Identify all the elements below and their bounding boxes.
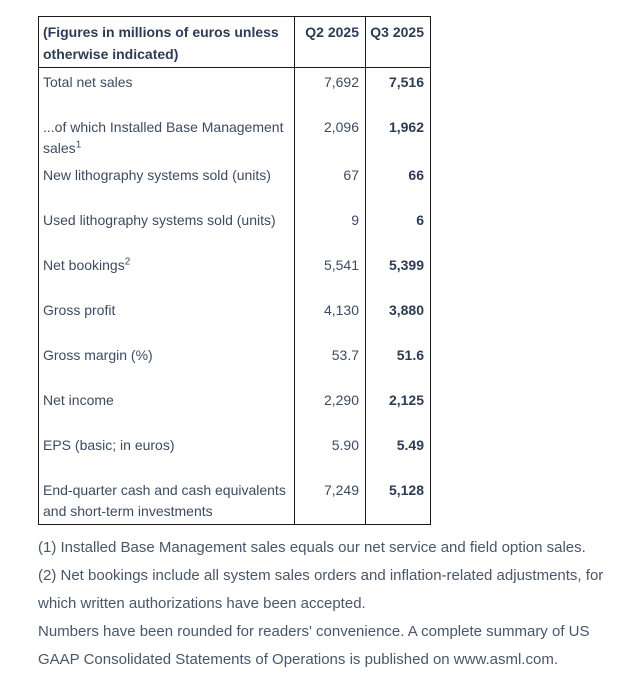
metric-label (39, 206, 295, 251)
footnote-1: (1) Installed Base Management sales equals our net service and field option sales. (38, 538, 586, 556)
metric-label-text: Total net sales (43, 74, 133, 90)
q2-value: 67 (295, 161, 366, 206)
table-row (39, 296, 431, 341)
metric-label (39, 476, 295, 525)
metric-label-text: Net bookings (43, 256, 125, 273)
financial-results-table (38, 16, 431, 525)
q3-value: 66 (366, 161, 431, 206)
table-caption: (Figures in millions of euros unless otherwise indicated) (39, 17, 295, 68)
q3-value: 5,128 (366, 476, 431, 525)
metric-label (39, 386, 295, 431)
table-row (39, 161, 431, 206)
q3-value: 6 (366, 206, 431, 251)
q2-value: 4,130 (295, 296, 366, 341)
table-row (39, 476, 431, 525)
q3-value: 51.6 (366, 341, 431, 386)
table-header-row (39, 17, 431, 68)
footnote-2: (2) Net bookings include all system sales orders and inflation-related adjustments, for which written authorizations have been accepted. (38, 566, 604, 612)
metric-label-text: EPS (basic; in euros) (43, 436, 175, 453)
q3-value: 2,125 (366, 386, 431, 431)
metric-label (39, 68, 295, 113)
table-row (39, 386, 431, 431)
q2-value: 7,249 (295, 476, 366, 525)
metric-label (39, 341, 295, 386)
q3-value: 7,516 (366, 68, 431, 113)
table-row (39, 431, 431, 476)
table-row (39, 341, 431, 386)
q2-value: 2,290 (295, 386, 366, 431)
metric-label (39, 251, 295, 296)
metric-label (39, 161, 295, 206)
q2-value: 53.7 (295, 341, 366, 386)
table-row (39, 68, 431, 113)
q3-value: 5,399 (366, 251, 431, 296)
footnotes (38, 534, 606, 674)
metric-label (39, 296, 295, 341)
q2-value: 7,692 (295, 68, 366, 113)
metric-label-text: Net income (43, 391, 114, 408)
column-header-q2: Q2 2025 (295, 17, 366, 68)
q2-value: 2,096 (295, 113, 366, 161)
q3-value: 3,880 (366, 296, 431, 341)
metric-label-text: Used lithography systems sold (units) (43, 211, 276, 228)
metric-label (39, 431, 295, 476)
footnote-ref: 2 (124, 255, 131, 267)
q2-value: 5.90 (295, 431, 366, 476)
q3-value: 1,962 (366, 113, 431, 161)
metric-label-text: Gross margin (%) (43, 346, 153, 363)
table-row (39, 206, 431, 251)
column-header-q3: Q3 2025 (366, 17, 431, 68)
metric-label-text: New lithography systems sold (units) (43, 166, 271, 183)
table-row (39, 113, 431, 161)
metric-label-text: ...of which Installed Base Management sales (43, 118, 284, 156)
footnote-ref: 1 (75, 138, 82, 150)
metric-label-text: Gross profit (43, 301, 116, 318)
table-row (39, 251, 431, 296)
q3-value: 5.49 (366, 431, 431, 476)
metric-label (39, 113, 295, 161)
q2-value: 9 (295, 206, 366, 251)
footnote-3: Numbers have been rounded for readers' convenience. A complete summary of US GAAP Consolidated Statements of Operations is published on www.asml.com. (38, 622, 590, 668)
metric-label-text: End-quarter cash and cash equivalents and short-term investments (43, 481, 286, 519)
q2-value: 5,541 (295, 251, 366, 296)
